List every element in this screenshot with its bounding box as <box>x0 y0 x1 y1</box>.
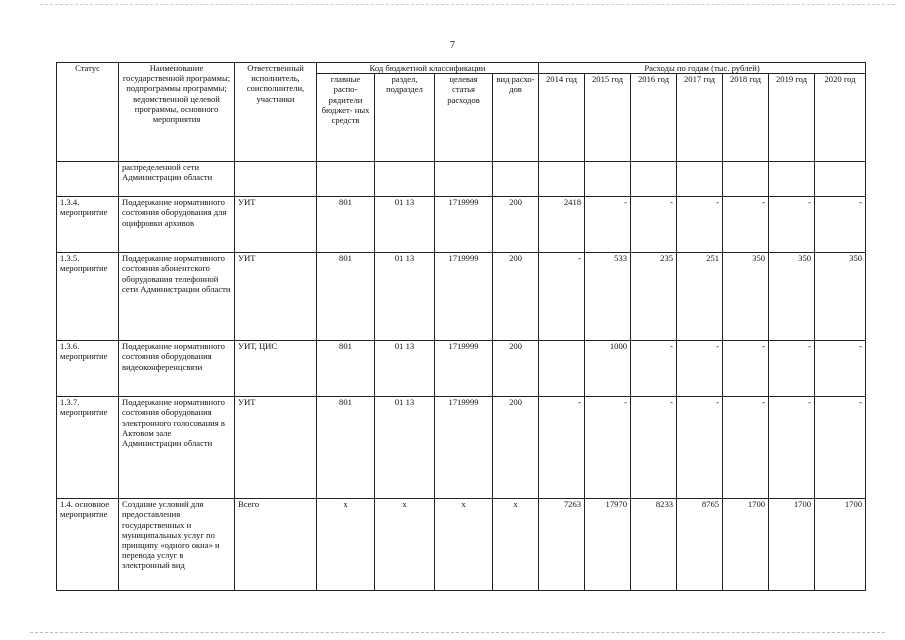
cell-cst: 1719999 <box>435 197 493 253</box>
cell-name: Поддержание нормативного состояния оборудования электронного голосования в Актовом зале Администрации области <box>119 397 235 499</box>
header-vr: вид расхо- дов <box>493 74 539 162</box>
cell-2015: - <box>585 197 631 253</box>
cell-grbs <box>317 162 375 197</box>
cell-responsible: УИТ <box>235 197 317 253</box>
cell-status: 1.4. основное мероприятие <box>57 499 119 591</box>
cell-status: 1.3.5. мероприятие <box>57 253 119 341</box>
cell-name: распределенной сети Администрации области <box>119 162 235 197</box>
cell-status: 1.3.6. мероприятие <box>57 341 119 397</box>
header-grbs: главные распо- рядители бюджет- ных средств <box>317 74 375 162</box>
cell-2017 <box>677 162 723 197</box>
cell-grbs: 801 <box>317 341 375 397</box>
cell-2018: 350 <box>723 253 769 341</box>
header-kbk: Код бюджетной классификации <box>317 63 539 74</box>
table-row <box>57 162 866 197</box>
cell-razdel: 01 13 <box>375 397 435 499</box>
header-name: Наименование государственной программы; подпрограммы программы; ведомственной целевой программы, основного мероприятия <box>119 63 235 162</box>
cell-2019: - <box>769 397 815 499</box>
scan-edge-bottom <box>30 632 885 633</box>
cell-2020: - <box>815 341 866 397</box>
cell-2017: 8765 <box>677 499 723 591</box>
cell-2016: - <box>631 397 677 499</box>
cell-2014: 7263 <box>539 499 585 591</box>
cell-2014 <box>539 162 585 197</box>
cell-name: Поддержание нормативного состояния абонентского оборудования телефонной сети Администрации области <box>119 253 235 341</box>
cell-vr: 200 <box>493 341 539 397</box>
cell-2019: - <box>769 197 815 253</box>
table-row <box>57 253 866 341</box>
header-expenses: Расходы по годам (тыс. рублей) <box>539 63 866 74</box>
cell-2018: - <box>723 397 769 499</box>
cell-2014: 2418 <box>539 197 585 253</box>
cell-2017: - <box>677 397 723 499</box>
cell-vr <box>493 162 539 197</box>
cell-2018: - <box>723 197 769 253</box>
cell-vr: 200 <box>493 397 539 499</box>
table-row <box>57 341 866 397</box>
cell-2017: 251 <box>677 253 723 341</box>
page-number: 7 <box>450 40 455 51</box>
cell-cst: 1719999 <box>435 341 493 397</box>
cell-responsible: Всего <box>235 499 317 591</box>
header-year-2019: 2019 год <box>769 74 815 162</box>
cell-2018: 1700 <box>723 499 769 591</box>
cell-grbs: 801 <box>317 253 375 341</box>
cell-2015: - <box>585 397 631 499</box>
cell-razdel <box>375 162 435 197</box>
header-year-2017: 2017 год <box>677 74 723 162</box>
cell-responsible <box>235 162 317 197</box>
cell-name: Поддержание нормативного состояния оборудования для оцифровки архивов <box>119 197 235 253</box>
header-year-2020: 2020 год <box>815 74 866 162</box>
cell-2016: - <box>631 341 677 397</box>
cell-responsible: УИТ <box>235 253 317 341</box>
cell-razdel: 01 13 <box>375 197 435 253</box>
cell-cst: 1719999 <box>435 397 493 499</box>
cell-2020: 1700 <box>815 499 866 591</box>
cell-2017: - <box>677 197 723 253</box>
header-year-2014: 2014 год <box>539 74 585 162</box>
cell-2015 <box>585 162 631 197</box>
cell-2016: 235 <box>631 253 677 341</box>
cell-responsible: УИТ <box>235 397 317 499</box>
cell-2019: - <box>769 341 815 397</box>
table-row <box>57 499 866 591</box>
cell-2020 <box>815 162 866 197</box>
header-responsible: Ответственный исполнитель, соисполнители, участники <box>235 63 317 162</box>
cell-cst: x <box>435 499 493 591</box>
header-year-2015: 2015 год <box>585 74 631 162</box>
cell-2014 <box>539 341 585 397</box>
header-cst: целевая статья расходов <box>435 74 493 162</box>
cell-responsible: УИТ, ЦИС <box>235 341 317 397</box>
budget-table <box>56 62 866 591</box>
cell-razdel: 01 13 <box>375 253 435 341</box>
cell-2018 <box>723 162 769 197</box>
header-year-2018: 2018 год <box>723 74 769 162</box>
cell-vr: 200 <box>493 197 539 253</box>
cell-2015: 533 <box>585 253 631 341</box>
cell-razdel: x <box>375 499 435 591</box>
table-row <box>57 397 866 499</box>
header-razdel: раздел, подраздел <box>375 74 435 162</box>
cell-status: 1.3.4. мероприятие <box>57 197 119 253</box>
cell-2014: - <box>539 397 585 499</box>
cell-2020: - <box>815 197 866 253</box>
cell-razdel: 01 13 <box>375 341 435 397</box>
cell-cst <box>435 162 493 197</box>
cell-2017: - <box>677 341 723 397</box>
cell-status <box>57 162 119 197</box>
cell-2019: 350 <box>769 253 815 341</box>
cell-status: 1.3.7. мероприятие <box>57 397 119 499</box>
scan-edge-top <box>40 4 895 5</box>
cell-2020: - <box>815 397 866 499</box>
cell-2019 <box>769 162 815 197</box>
cell-2014: - <box>539 253 585 341</box>
cell-2016: - <box>631 197 677 253</box>
cell-vr: 200 <box>493 253 539 341</box>
cell-vr: x <box>493 499 539 591</box>
cell-grbs: x <box>317 499 375 591</box>
header-row-1 <box>57 63 866 74</box>
cell-2016: 8233 <box>631 499 677 591</box>
cell-2016 <box>631 162 677 197</box>
cell-2015: 1000 <box>585 341 631 397</box>
cell-2018: - <box>723 341 769 397</box>
table-row <box>57 197 866 253</box>
header-status: Статус <box>57 63 119 162</box>
cell-2020: 350 <box>815 253 866 341</box>
cell-name: Поддержание нормативного состояния оборудования видеоконференцсвязи <box>119 341 235 397</box>
cell-2019: 1700 <box>769 499 815 591</box>
cell-name: Создание условий для предоставления государственных и муниципальных услуг по принципу «одного окна» и перевода услуг в электронный вид <box>119 499 235 591</box>
header-year-2016: 2016 год <box>631 74 677 162</box>
cell-2015: 17970 <box>585 499 631 591</box>
cell-grbs: 801 <box>317 397 375 499</box>
cell-cst: 1719999 <box>435 253 493 341</box>
cell-grbs: 801 <box>317 197 375 253</box>
